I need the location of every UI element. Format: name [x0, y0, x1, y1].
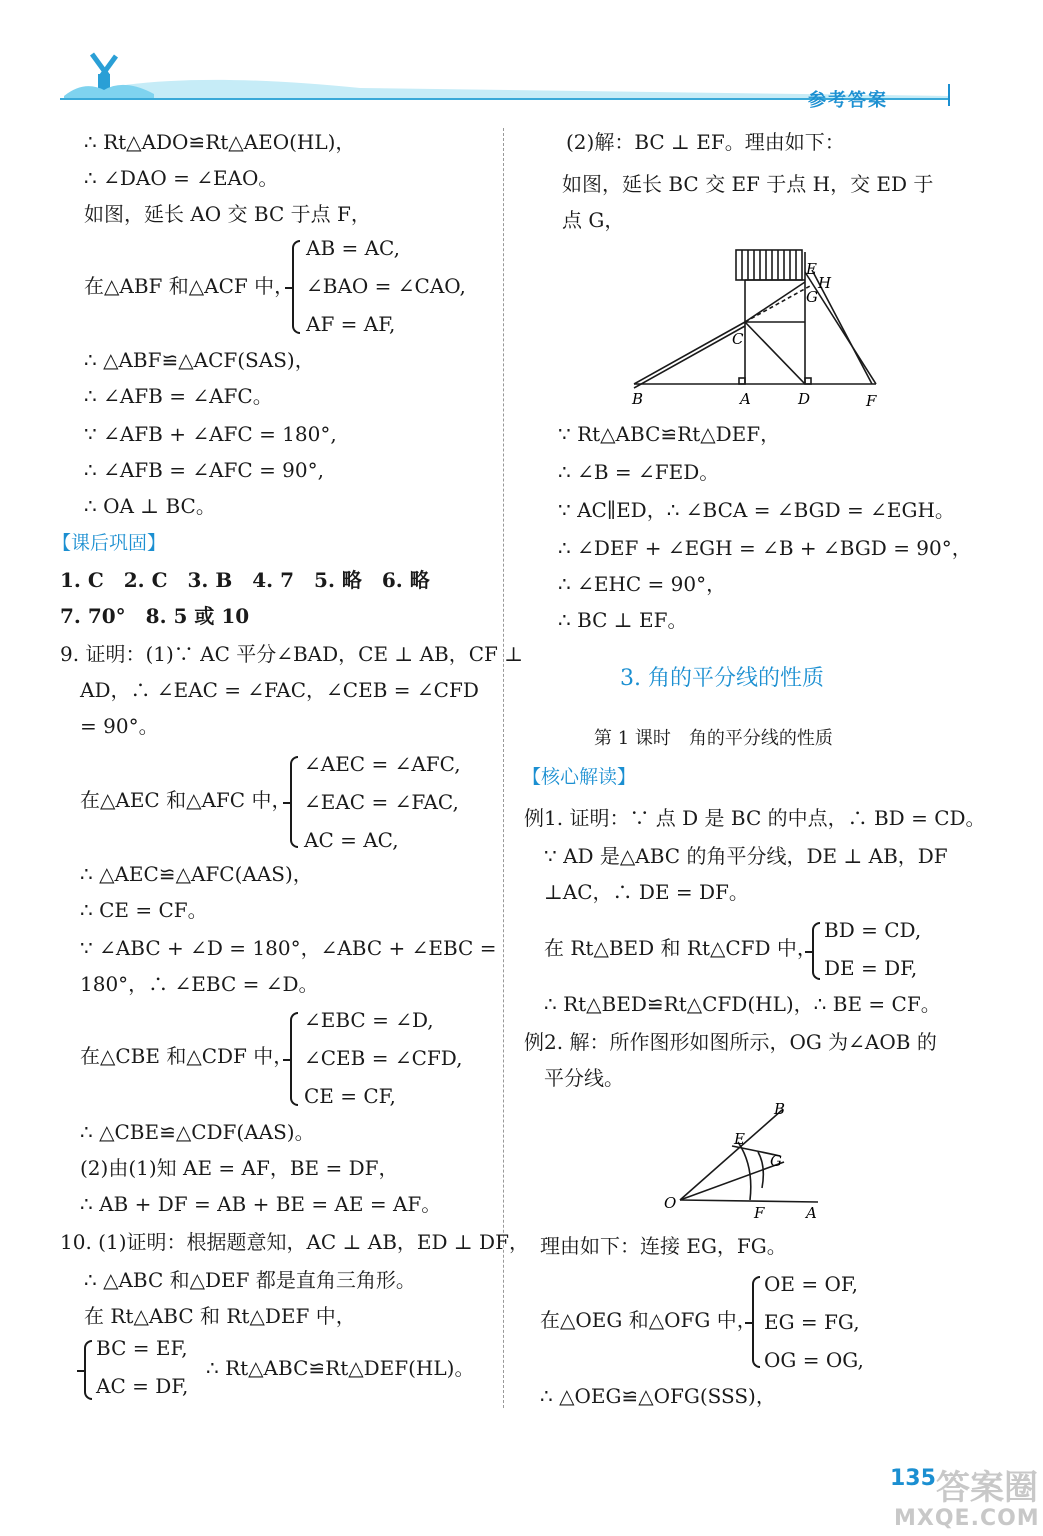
- brace: [812, 922, 820, 980]
- system-row: OG = OG,: [764, 1348, 864, 1372]
- angle-bisector-diagram: [650, 1096, 830, 1224]
- windmill-logo: [64, 50, 154, 98]
- text-line: ∵ Rt△ABC≌Rt△DEF，: [558, 422, 781, 446]
- text-line: ∴ △OEG≌△OFG(SSS)，: [540, 1384, 776, 1408]
- system-intro: 在△OEG 和△OFG 中，: [540, 1308, 757, 1332]
- text-line: ∴ AB + DF = AB + BE = AE = AF。: [80, 1192, 442, 1216]
- text-line: 理由如下：连接 EG，FG。: [540, 1234, 787, 1258]
- label-O: O: [664, 1194, 677, 1212]
- text-line: ∴ Rt△BED≌Rt△CFD(HL)，∴ BE = CF。: [544, 992, 941, 1016]
- text-line: 如图，延长 AO 交 BC 于点 F，: [84, 202, 371, 226]
- text-line: AD，∴ ∠EAC = ∠FAC，∠CEB = ∠CFD: [80, 678, 479, 702]
- text-line: ∴ ∠DAO = ∠EAO。: [84, 166, 279, 190]
- system-row: ∠CEB = ∠CFD,: [304, 1046, 463, 1070]
- text-line: ∴ ∠AFB = ∠AFC。: [84, 384, 273, 408]
- label-E: E: [734, 1130, 745, 1148]
- system-row: AC = AC,: [304, 828, 399, 852]
- label-D: D: [798, 390, 811, 408]
- label-F: F: [866, 392, 877, 410]
- column-divider: [503, 128, 504, 1408]
- text-line: 例1. 证明：∵ 点 D 是 BC 的中点，∴ BD = CD。: [524, 806, 986, 830]
- system-row: AC = DF,: [96, 1374, 189, 1398]
- header-label: 参考答案: [808, 90, 888, 111]
- label-G: G: [770, 1152, 782, 1170]
- lesson-subtitle: 第 1 课时 角的平分线的性质: [594, 728, 833, 749]
- system-row: AB = AC,: [306, 236, 401, 260]
- brace: [752, 1276, 760, 1368]
- text-line: ∵ AC∥ED，∴ ∠BCA = ∠BGD = ∠EGH。: [558, 498, 955, 522]
- label-C: C: [732, 330, 744, 348]
- system-row: DE = DF,: [824, 956, 918, 980]
- brace: [292, 240, 300, 334]
- label-A: A: [740, 390, 751, 408]
- text-line: 180°，∴ ∠EBC = ∠D。: [80, 972, 319, 996]
- text-line: 在 Rt△ABC 和 Rt△DEF 中，: [84, 1304, 356, 1328]
- text-line: ∴ △ABF≌△ACF(SAS)，: [84, 348, 315, 372]
- system-row: EG = FG,: [764, 1310, 860, 1334]
- label-G: G: [806, 288, 818, 306]
- brace: [84, 1340, 92, 1400]
- label-E: E: [806, 260, 817, 278]
- text-line: 10. (1)证明：根据题意知，AC ⊥ AB，ED ⊥ DF，: [60, 1230, 529, 1254]
- text-line: ∴ △CBE≌△CDF(AAS)。: [80, 1120, 315, 1144]
- label-B: B: [774, 1100, 786, 1118]
- text-line: ∴ ∠EHC = 90°，: [558, 572, 727, 596]
- text-line: ∵ ∠ABC + ∠D = 180°，∠ABC + ∠EBC =: [80, 936, 497, 960]
- brace: [290, 1012, 298, 1106]
- system-intro: 在△AEC 和△AFC 中，: [80, 788, 292, 812]
- system-row: ∠AEC = ∠AFC,: [304, 752, 461, 776]
- text-line: (2)解：BC ⊥ EF。理由如下：: [566, 130, 845, 154]
- watermark-url: MXQE.COM: [894, 1506, 1040, 1531]
- text-line: ∴ ∠B = ∠FED。: [558, 460, 720, 484]
- section-heading: 【课后巩固】: [52, 532, 167, 554]
- system-row: BC = EF,: [96, 1336, 188, 1360]
- system-intro: 在△CBE 和△CDF 中，: [80, 1044, 294, 1068]
- text-line: ⊥AC，∴ DE = DF。: [544, 880, 749, 904]
- text-line: ∴ △AEC≌△AFC(AAS)，: [80, 862, 313, 886]
- text-line: 平分线。: [544, 1066, 624, 1090]
- text-line: ∴ Rt△ABC≌Rt△DEF(HL)。: [206, 1356, 475, 1380]
- text-line: ∴ BC ⊥ EF。: [558, 608, 688, 632]
- text-line: (2)由(1)知 AE = AF，BE = DF，: [80, 1156, 399, 1180]
- system-row: ∠EAC = ∠FAC,: [304, 790, 459, 814]
- label-B: B: [632, 390, 644, 408]
- system-intro: 在△ABF 和△ACF 中，: [84, 274, 295, 298]
- system-row: BD = CD,: [824, 918, 922, 942]
- text-line: ∴ Rt△ADO≌Rt△AEO(HL)，: [84, 130, 356, 154]
- text-line: 如图，延长 BC 交 EF 于点 H，交 ED 于: [562, 172, 934, 196]
- text-line: ∴ △ABC 和△DEF 都是直角三角形。: [84, 1268, 416, 1292]
- label-A: A: [806, 1204, 817, 1222]
- system-row: CE = CF,: [304, 1084, 396, 1108]
- text-line: ∴ ∠AFB = ∠AFC = 90°,: [84, 458, 324, 482]
- section-title: 3. 角的平分线的性质: [620, 666, 824, 691]
- text-line: ∴ OA ⊥ BC。: [84, 494, 216, 518]
- text-line: 例2. 解：所作图形如图所示，OG 为∠AOB 的: [524, 1030, 937, 1054]
- text-line: 9. 证明：(1)∵ AC 平分∠BAD，CE ⊥ AB，CF ⊥: [60, 642, 524, 666]
- text-line: 点 G，: [562, 208, 625, 232]
- label-F: F: [754, 1204, 765, 1222]
- watermark-logo: 答案圈: [936, 1468, 1038, 1508]
- tower-diagram: [620, 242, 890, 412]
- header-label-box: [944, 84, 950, 106]
- answer-row: 7. 70° 8. 5 或 10: [60, 604, 250, 628]
- text-line: ∴ CE = CF。: [80, 898, 208, 922]
- label-H: H: [818, 274, 832, 292]
- text-line: ∵ AD 是△ABC 的角平分线，DE ⊥ AB，DF: [544, 844, 948, 868]
- system-row: ∠EBC = ∠D,: [304, 1008, 434, 1032]
- system-intro: 在 Rt△BED 和 Rt△CFD 中，: [544, 936, 817, 960]
- system-row: OE = OF,: [764, 1272, 858, 1296]
- brace: [290, 756, 298, 848]
- page-number: 135: [890, 1466, 936, 1491]
- text-line: ∵ ∠AFB + ∠AFC = 180°,: [84, 422, 337, 446]
- system-row: ∠BAO = ∠CAO,: [306, 274, 466, 298]
- section-heading: 【核心解读】: [522, 766, 637, 788]
- system-row: AF = AF,: [306, 312, 396, 336]
- text-line: = 90°。: [80, 714, 159, 738]
- text-line: ∴ ∠DEF + ∠EGH = ∠B + ∠BGD = 90°，: [558, 536, 972, 560]
- answer-row: 1. C 2. C 3. B 4. 7 5. 略 6. 略: [60, 568, 430, 592]
